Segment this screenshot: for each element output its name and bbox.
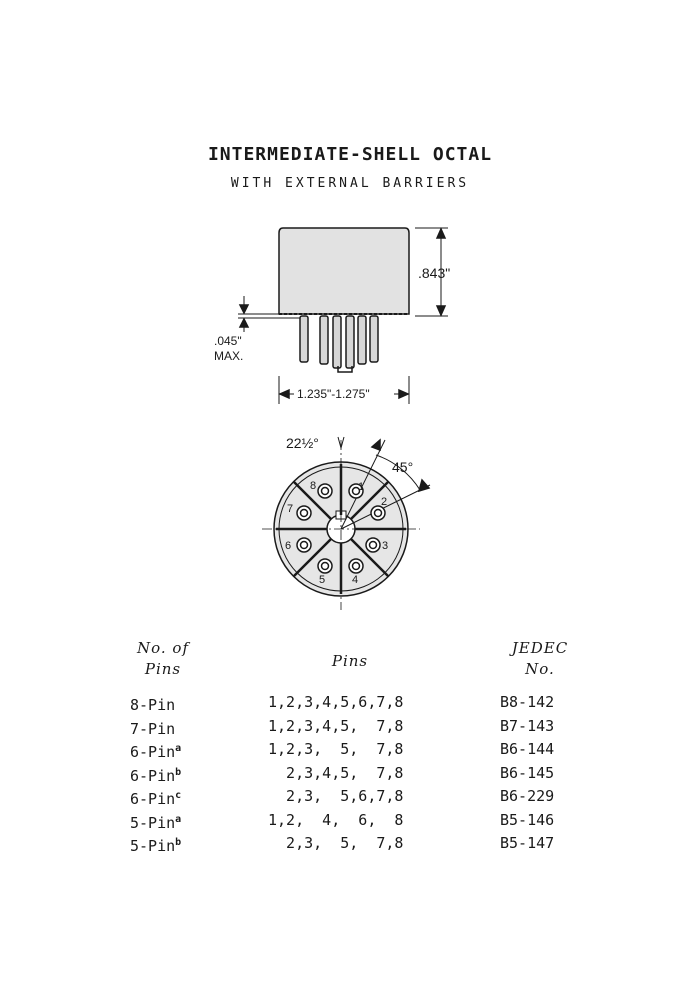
table-cell-pin-count bbox=[130, 831, 181, 858]
table-cell-pins: 2,3, 5, 7,8 bbox=[268, 834, 404, 852]
pin-number-5: 5 bbox=[319, 574, 326, 586]
table-cell-jedec: B6-144 bbox=[500, 740, 555, 758]
socket-shell bbox=[279, 228, 409, 314]
header-pin-count bbox=[118, 638, 208, 680]
socket-pins bbox=[300, 316, 378, 368]
table-cell-jedec: B7-143 bbox=[500, 716, 555, 735]
header-pin-count-line1: No. of bbox=[136, 639, 189, 657]
table-cell-pins: 2,3,4,5, 7,8 bbox=[268, 763, 404, 782]
footnote-mark: b bbox=[175, 766, 182, 778]
pin-count-text: 7-Pin bbox=[130, 719, 176, 738]
table-cell-pins: 1,2, 4, 6, 8 bbox=[268, 810, 404, 829]
pin-number-7: 7 bbox=[287, 503, 294, 515]
pin-number-6: 6 bbox=[285, 540, 292, 552]
table-cell-jedec: B6-145 bbox=[500, 763, 555, 782]
table-cell-pins: 1,2,3, 5, 7,8 bbox=[268, 740, 404, 758]
pin-number-1: 1 bbox=[358, 481, 365, 493]
header-jedec-line2: No. bbox=[525, 660, 555, 678]
pin-count-text: 5-Pin bbox=[130, 813, 176, 832]
pin-number-3: 3 bbox=[382, 540, 389, 552]
footnote-mark: c bbox=[175, 790, 182, 801]
pin-length-label: .045" bbox=[214, 334, 242, 348]
page-title: INTERMEDIATE-SHELL OCTAL bbox=[207, 144, 493, 165]
angle-large-label: 45° bbox=[392, 459, 414, 475]
table-cell-pins: 1,2,3,4,5,6,7,8 bbox=[268, 693, 404, 711]
page-subtitle: WITH EXTERNAL BARRIERS bbox=[230, 176, 470, 191]
footnote-mark: a bbox=[175, 813, 182, 825]
pin-number-2: 2 bbox=[381, 496, 388, 508]
header-jedec-line1: JEDEC bbox=[511, 639, 569, 657]
header-pins: Pins bbox=[331, 652, 369, 670]
pin-count-text: 6-Pin bbox=[130, 743, 176, 761]
pin-number-8: 8 bbox=[310, 480, 317, 492]
table-cell-jedec: B5-146 bbox=[500, 810, 555, 829]
pin-count-text: 8-Pin bbox=[130, 696, 176, 714]
pin-count-text: 5-Pin bbox=[130, 837, 176, 855]
pin-count-text: 6-Pin bbox=[130, 766, 176, 785]
pin-length-max-label: MAX. bbox=[214, 349, 244, 363]
table-cell-pins: 1,2,3,4,5, 7,8 bbox=[268, 716, 404, 735]
height-dimension-label: .843" bbox=[418, 265, 451, 281]
footnote-mark: b bbox=[175, 837, 182, 848]
diameter-dimension-label: 1.235"-1.275" bbox=[297, 387, 370, 401]
table-cell-jedec: B8-142 bbox=[500, 693, 555, 711]
header-pin-count-line2: Pins bbox=[144, 660, 182, 678]
table-cell-pins: 2,3, 5,6,7,8 bbox=[268, 787, 404, 805]
header-jedec bbox=[495, 638, 585, 680]
angle-small-label: 22½° bbox=[286, 435, 319, 451]
table-cell-jedec: B6-229 bbox=[500, 787, 555, 805]
footnote-mark: a bbox=[175, 743, 182, 754]
table-cell-jedec: B5-147 bbox=[500, 834, 555, 852]
pin-count-text: 6-Pin bbox=[130, 790, 176, 808]
pin-number-4: 4 bbox=[352, 574, 359, 586]
